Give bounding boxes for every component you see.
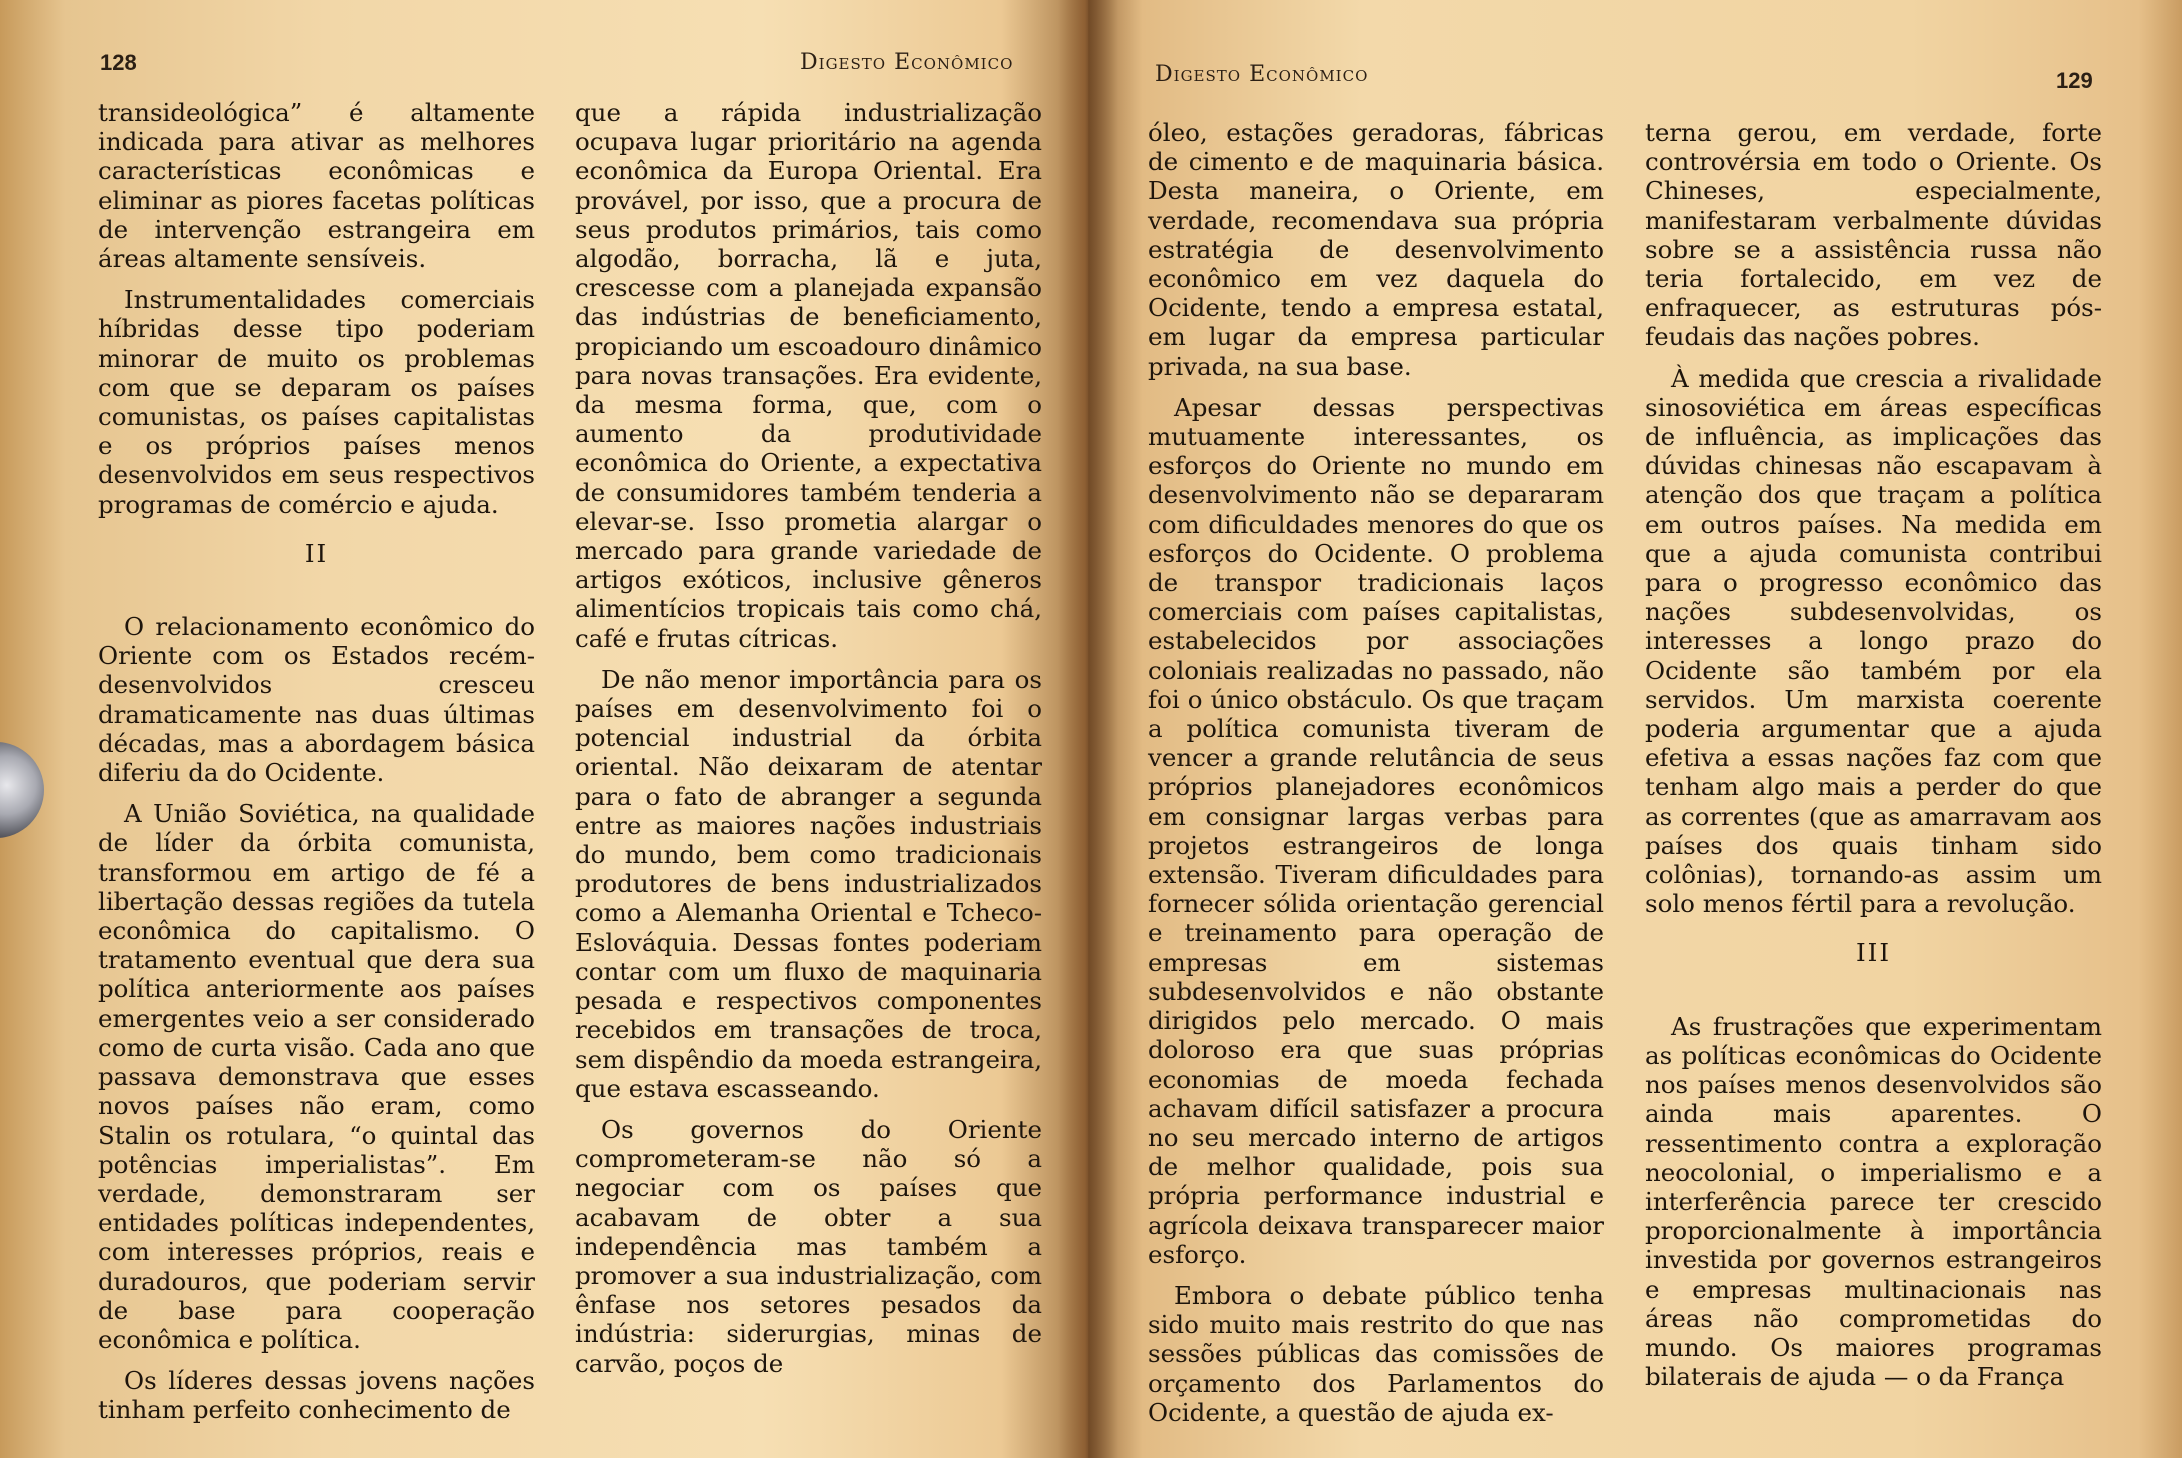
metal-clip-icon xyxy=(0,742,44,838)
text-column xyxy=(575,98,1042,1390)
page-number: 129 xyxy=(2056,68,2093,93)
section-heading: III xyxy=(1855,938,1892,968)
paragraph: A União Soviética, na qualidade de líder da órbita comunista, transformou em artigo de fé a libertação dessas regiões da tutela econômica do capitalismo. O tratamento eventual que dera sua política anteriormente aos países emergentes veio a ser considerado como de curta visão. Cada ano que passava demonstrava que esses novos países não eram, como Stalin os rotulara, “o quintal das potências imperialistas”. Em verdade, demonstraram ser entidades políticas independentes, com interesses próprios, reais e duradouros, que poderiam servir de base para cooperação econômica e política. xyxy=(98,799,535,1354)
text-column xyxy=(1148,118,1604,1439)
paragraph: Instrumentalidades comerciais híbridas desse tipo poderiam minorar de muito os problemas com que se deparam os países comunistas, os países capitalistas e os próprios países menos desenvolvidos em seus respectivos programas de comércio e ajuda. xyxy=(98,285,535,519)
paragraph: que a rápida industrialização ocupava lugar prioritário na agenda econômica da Europa Oriental. Era provável, por isso, que a procura de seus produtos primários, tais como algodão, borracha, lã e juta, crescesse com a planejada expansão das indústrias de beneficiamento, propiciando um escoadouro dinâmico para novas transações. Era evidente, da mesma forma, que, com o aumento da produtividade econômica do Oriente, a expectativa de consumidores também tenderia a elevar-se. Isso prometia alargar o mercado para grande variedade de artigos exóticos, inclusive gêneros alimentícios tropicais tais como chá, café e frutas cítricas. xyxy=(575,98,1042,653)
paragraph: De não menor importância para os países em desenvolvimento foi o potencial industrial da órbita oriental. Não deixaram de atentar para o fato de abranger a segunda entre as maiores nações industriais do mundo, bem como tradicionais produtores de bens industrializados como a Alemanha Oriental e Tcheco-Eslováquia. Dessas fontes poderiam contar com um fluxo de maquinaria pesada e respectivos componentes recebidos em transações de troca, sem dispêndio da moeda estrangeira, que estava escasseando. xyxy=(575,664,1042,1103)
text-column xyxy=(98,98,535,1437)
paragraph: Apesar dessas perspectivas mutuamente interessantes, os esforços do Oriente no mundo em desenvolvimento não se depararam com dificuldades menores do que os esforços do Ocidente. O problema de transpor tradicionais laços comerciais com países capitalistas, estabelecidos por associações coloniais realizadas no passado, não foi o único obstáculo. Os que traçam a política comunista tiveram de vencer a grande relutância de seus próprios planejadores econômicos em consignar largas verbas para projetos estrangeiros de longa extensão. Tiveram dificuldades para fornecer sólida orientação gerencial e treinamento para operação de empresas em sistemas subdesenvolvidos e não obstante dirigidos pelo mercado. O mais doloroso era que suas próprias economias de moeda fechada achavam difícil satisfazer a procura no seu mercado interno de artigos de melhor qualidade, pois sua própria performance industrial e agrícola deixava transparecer maior esforço. xyxy=(1148,392,1604,1269)
paragraph: As frustrações que experimentam as políticas econômicas do Ocidente nos países menos desenvolvidos são ainda mais aparentes. O ressentimento contra a exploração neocolonial, o imperialismo e a interferência parece ter crescido proporcionalmente à importância investida por governos estrangeiros e empresas multinacionais nas áreas não comprometidas do mundo. Os maiores programas bilaterais de ajuda — o da França xyxy=(1645,1011,2102,1392)
right-page xyxy=(1088,0,2182,1458)
text-column xyxy=(1645,118,2102,1403)
paragraph: Os líderes dessas jovens nações tinham perfeito conhecimento de xyxy=(98,1366,535,1425)
running-head: Digesto Econômico xyxy=(800,50,1014,75)
paragraph: Embora o debate público tenha sido muito mais restrito do que nas sessões públicas das comissões de orçamento dos Parlamentos do Ocidente, a questão de ajuda ex- xyxy=(1148,1280,1604,1427)
paragraph: terna gerou, em verdade, forte controvérsia em todo o Oriente. Os Chineses, especialmente, manifestaram verbalmente dúvidas sobre se a assistência russa não teria fortalecido, em vez de enfraquecer, as estruturas pós-feudais das nações pobres. xyxy=(1645,118,2102,352)
paragraph: óleo, estações geradoras, fábricas de cimento e de maquinaria básica. Desta maneira, o Oriente, em verdade, recomendava sua própria estratégia de desenvolvimento econômico em vez daquela do Ocidente, tendo a empresa estatal, em lugar da empresa particular privada, na sua base. xyxy=(1148,118,1604,381)
section-heading: II xyxy=(304,538,329,568)
running-head: Digesto Econômico xyxy=(1155,62,1369,87)
paragraph: O relacionamento econômico do Oriente com os Estados recém-desenvolvidos cresceu dramaticamente nas duas últimas décadas, mas a abordagem básica diferiu da do Ocidente. xyxy=(98,612,535,788)
page-number: 128 xyxy=(100,50,137,75)
left-page xyxy=(0,0,1088,1458)
paragraph: transideológica” é altamente indicada para ativar as melhores características econômicas e eliminar as piores facetas políticas de intervenção estrangeira em áreas altamente sensíveis. xyxy=(98,98,535,274)
paragraph: À medida que crescia a rivalidade sinosoviética em áreas específicas de influência, as implicações das dúvidas chinesas não escapavam à atenção dos que traçam a política em outros países. Na medida em que a ajuda comunista contribui para o progresso econômico das nações subdesenvolvidas, os interesses a longo prazo do Ocidente são também por ela servidos. Um marxista coerente poderia argumentar que a ajuda efetiva a essas nações faz com que tenham algo mais a perder do que as correntes (que as amarravam aos países dos quais tinham sido colônias), tornando-as assim um solo menos fértil para a revolução. xyxy=(1645,363,2102,919)
paragraph: Os governos do Oriente comprometeram-se não só a negociar com os países que acabavam de obter a sua independência mas também a promover a sua industrialização, com ênfase nos setores pesados da indústria: siderurgias, minas de carvão, poços de xyxy=(575,1114,1042,1378)
